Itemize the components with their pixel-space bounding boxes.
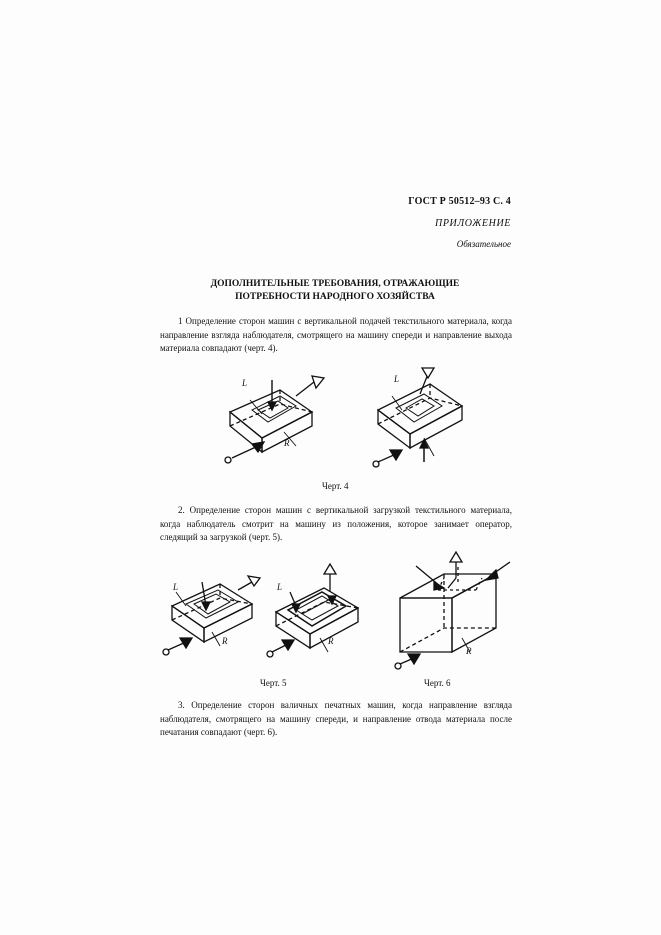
figure-4-right-L-label: L [394, 374, 400, 384]
figure-4-right-diagram [372, 366, 472, 466]
figure-6-diagram [392, 552, 522, 672]
paragraph-1 [160, 315, 512, 356]
section-title-line1: ДОПОЛНИТЕЛЬНЫЕ ТРЕБОВАНИЯ, ОТРАЖАЮЩИЕ [210, 279, 460, 289]
figure-5-right-diagram [266, 562, 366, 658]
figure-5-caption: Черт. 5 [260, 678, 287, 688]
figure-4-caption: Черт. 4 [322, 481, 349, 491]
figure-6-caption: Черт. 6 [424, 678, 451, 688]
section-title-line2: ПОТРЕБНОСТИ НАРОДНОГО ХОЗЯЙСТВА [235, 292, 435, 302]
figure-4-left-L-label: L [242, 378, 248, 388]
figure-5-left-L-label: L [173, 582, 179, 592]
page-header: ГОСТ Р 50512–93 С. 4 [408, 196, 511, 207]
figure-5-right-L-label: L [277, 582, 283, 592]
figure-6-R-label: R [466, 646, 472, 656]
paragraph-2-text: 2. Определение сторон машин с вертикальной загрузкой текстильного материала, когда наблюдатель смотрит на машину из положения, которое занимает оператор, следящий за загрузкой (черт. 5). [160, 505, 512, 542]
figure-5-right-R-label: R [328, 636, 334, 646]
appendix-status: Обязательное [456, 239, 511, 249]
figure-4-left-diagram [222, 376, 332, 466]
paragraph-3-text: 3. Определение сторон валичных печатных машин, когда направление взгляда наблюдателя, смотрящего на машину спереди, и направление отвода материала после печатания совпадают (черт. 6). [160, 700, 512, 737]
appendix-label: ПРИЛОЖЕНИЕ [435, 218, 511, 229]
figure-5-left-R-label: R [222, 636, 228, 646]
paragraph-1-text: 1 Определение сторон машин с вертикальной подачей текстильного материала, когда направление взгляда наблюдателя, смотрящего на машину спереди и направление выхода материала совпадают (черт. 4). [160, 316, 512, 353]
paragraph-3 [160, 699, 512, 740]
figure-4-left-R-label: R [284, 438, 290, 448]
section-title [160, 278, 510, 304]
paragraph-2 [160, 504, 512, 545]
